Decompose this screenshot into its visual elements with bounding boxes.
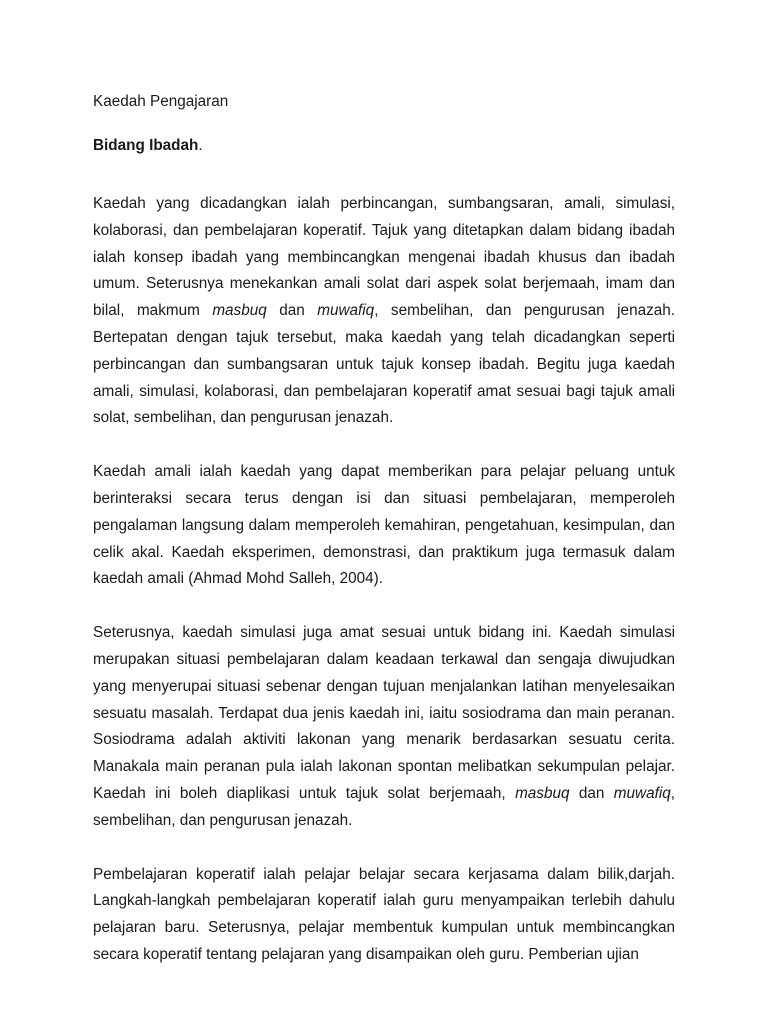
paragraph-2: Kaedah amali ialah kaedah yang dapat memberikan para pelajar peluang untuk berinteraksi secara terus dengan isi dan situasi pembelajaran, memperoleh pengalaman langsung dalam memperoleh kemahiran, pengetahuan, kesimpulan, dan celik akal. Kaedah eksperimen, demonstrasi, dan praktikum juga termasuk dalam kaedah amali (Ahmad Mohd Salleh, 2004). — [93, 463, 675, 588]
p1-italic-masbuq: masbuq — [212, 302, 267, 320]
paragraph-gap — [93, 593, 675, 620]
paragraph-4: Pembelajaran koperatif ialah pelajar belajar secara kerjasama dalam bilik,darjah. Langkah-langkah pembelajaran koperatif ialah guru menyampaikan terlebih dahulu pelajaran baru. Seterusnya, pelajar membentuk kumpulan untuk membincangkan secara koperatif tentang pelajaran yang disampaikan oleh guru. Pemberian ujian — [93, 865, 675, 963]
document-title: Kaedah Pengajaran — [93, 93, 229, 110]
section-heading-period: . — [198, 137, 203, 154]
section-heading-bold: Bidang Ibadah — [93, 137, 199, 154]
paragraph-gap — [93, 160, 675, 191]
p3-text-a: Seterusnya, kaedah simulasi juga amat sesuai untuk bidang ini. Kaedah simulasi merupakan situasi pembelajaran dalam keadaan terkawal dan sengaja diwujudkan yang menyerupai situasi sebenar dengan tujuan menjalankan latihan menyelesaikan sesuatu masalah. Terdapat dua jenis kaedah ini, iaitu sosiodrama dan main peranan. Sosiodrama adalah aktiviti lakonan yang menarik berdasarkan sesuatu cerita. Manakala main peranan pula ialah lakonan spontan melibatkan sekumpulan pelajar. Kaedah ini boleh diaplikasi untuk tajuk solat berjemaah, — [93, 624, 675, 802]
p1-italic-muwafiq: muwafiq — [317, 302, 375, 320]
p3-italic-masbuq: masbuq — [515, 784, 570, 802]
p1-text-b: dan — [266, 302, 318, 320]
paragraph-1 — [93, 191, 675, 432]
p3-text-b: dan — [569, 784, 614, 802]
paragraph-gap — [93, 835, 675, 862]
paragraph-gap — [93, 432, 675, 459]
p3-italic-muwafiq: muwafiq — [613, 784, 671, 802]
p1-text-c: , sembelihan, dan pengurusan jenazah. Bertepatan dengan tajuk tersebut, maka kaedah yang telah dicadangkan seperti perbincangan dan sumbangsaran untuk tajuk konsep ibadah. Begitu juga kaedah amali, simulasi, kolaborasi, dan pembelajaran koperatif amat sesuai bagi tajuk amali solat, sembelihan, dan pengurusan jenazah. — [93, 302, 675, 427]
p1-text-a: Kaedah yang dicadangkan ialah perbincangan, sumbangsaran, amali, simulasi, kolaborasi, dan pembelajaran koperatif. Tajuk yang ditetapkan dalam bidang ibadah ialah konsep ibadah yang membincangkan mengenai ibadah khusus dan ibadah umum. Seterusnya menekankan amali solat dari aspek solat berjemaah, imam dan bilal, makmum — [93, 195, 675, 320]
paragraph-3 — [93, 620, 675, 834]
section-heading — [93, 132, 675, 160]
p3-text-c: , sembelihan, dan pengurusan jenazah. — [93, 784, 675, 829]
